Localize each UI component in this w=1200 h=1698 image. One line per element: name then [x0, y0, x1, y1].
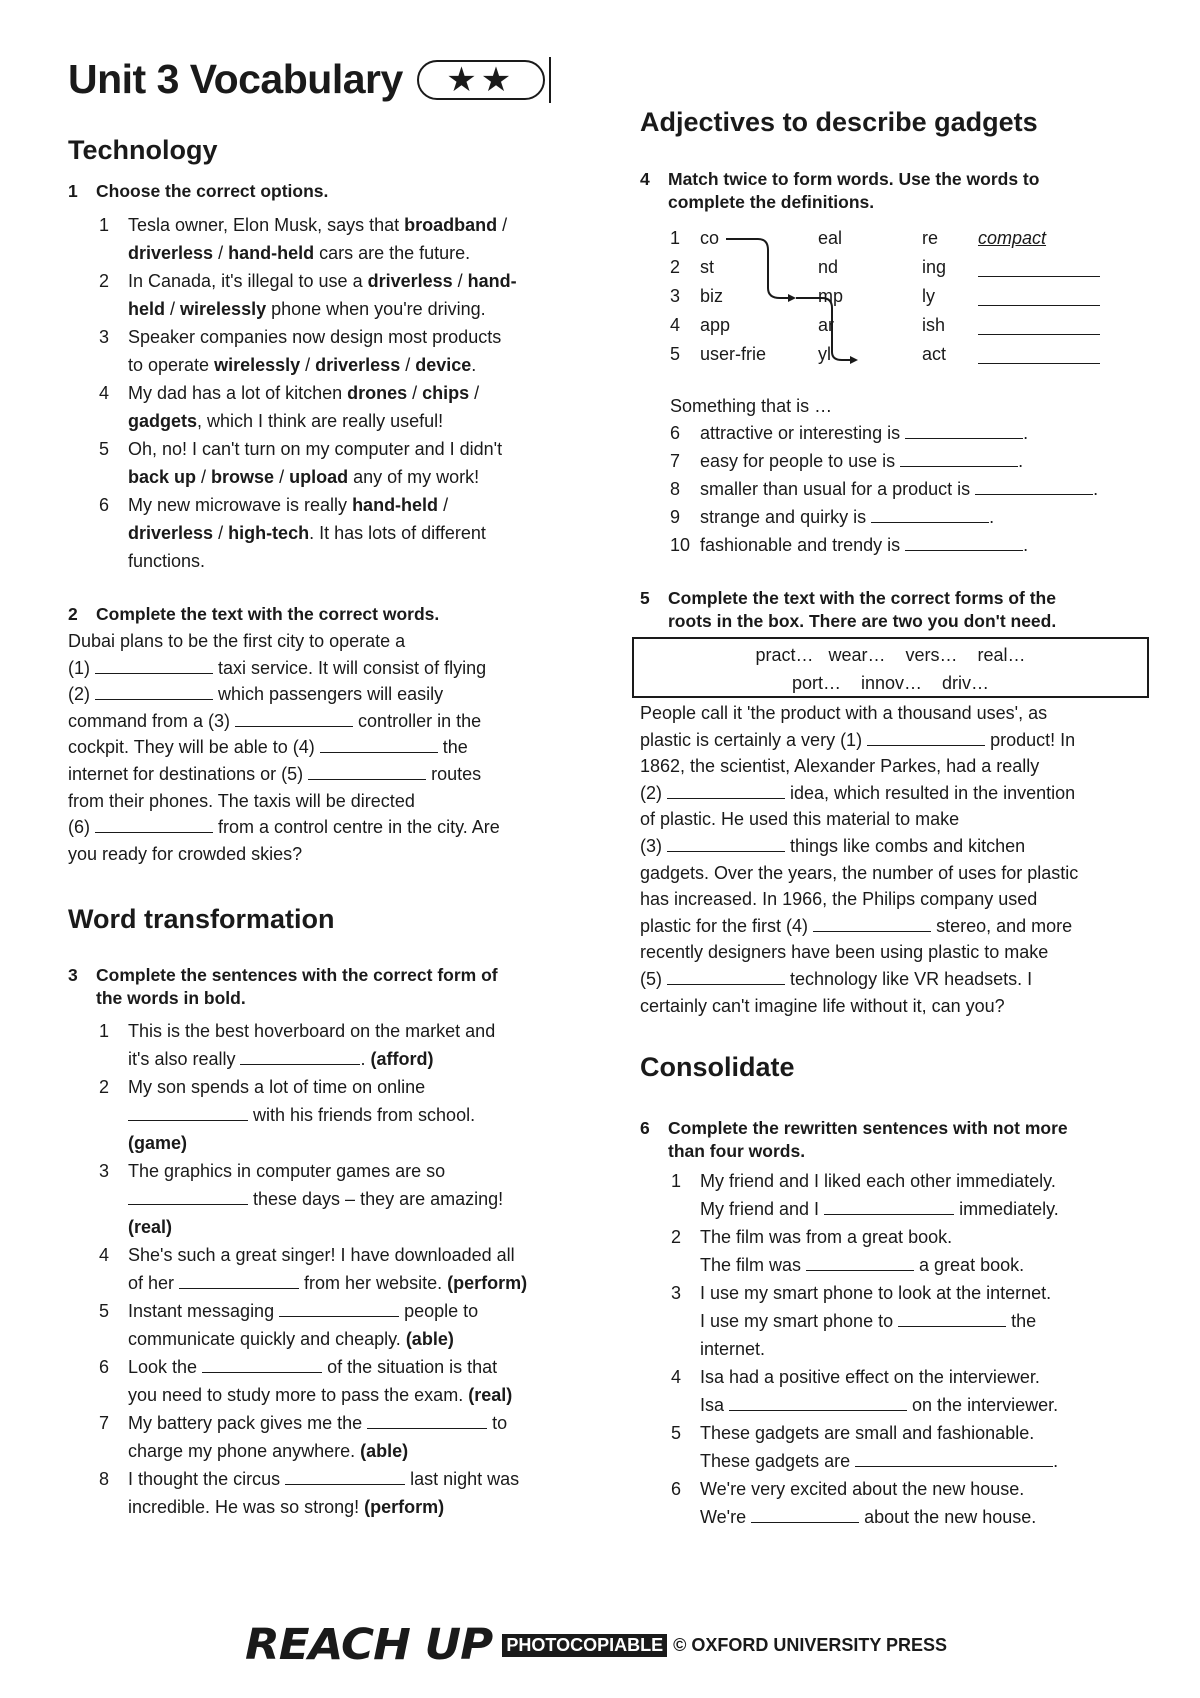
- text-line: My battery pack gives me the to: [128, 1413, 508, 1433]
- unit-title-text: Unit 3 Vocabulary: [68, 56, 403, 102]
- instruction-text: [668, 168, 1140, 214]
- exercise-3-item: [68, 1465, 603, 1521]
- bold-word: hand-held: [352, 495, 439, 515]
- item-number: 7: [670, 451, 681, 471]
- instruction-line: Match twice to form words. Use the words to: [668, 169, 1040, 189]
- text-line: with his friends from school.: [128, 1101, 603, 1129]
- bold-word: broadband: [404, 215, 498, 235]
- word-part-b: nd: [818, 257, 839, 277]
- answer-blank[interactable]: [285, 1467, 405, 1485]
- answer-blank[interactable]: [179, 1271, 299, 1289]
- bold-word: (perform): [364, 1497, 445, 1517]
- item-number: 6: [99, 1357, 110, 1377]
- definition-item: 9 strange and quirky is .: [640, 503, 1160, 531]
- footer: [245, 1620, 947, 1670]
- word-part-b: yl: [818, 344, 831, 364]
- exercise-3-item: [68, 1073, 603, 1157]
- bold-word: high-tech: [228, 523, 310, 543]
- instruction-line: than four words.: [668, 1141, 806, 1161]
- answer-blank[interactable]: [867, 728, 985, 746]
- text-line: 1862, the scientist, Alexander Parkes, had a really: [640, 756, 1040, 777]
- text-line: plastic for the first (4) stereo, and more: [640, 915, 1073, 936]
- photocopiable-label: PHOTOCOPIABLE: [502, 1634, 667, 1657]
- text-line: My son spends a lot of time on online: [128, 1077, 426, 1097]
- text-line: recently designers have been using plastic to make: [640, 942, 1049, 963]
- bold-word: browse: [211, 467, 275, 487]
- word-part-a: biz: [700, 286, 724, 306]
- bold-word: (able): [360, 1441, 409, 1461]
- item-number: 3: [99, 1161, 110, 1181]
- bold-word: (perform): [447, 1273, 528, 1293]
- text-line: We're very excited about the new house.: [700, 1479, 1025, 1499]
- match-answer-blank[interactable]: [978, 257, 1100, 277]
- instruction-text: Complete the text with the correct words.: [96, 604, 440, 624]
- bold-word: device: [415, 355, 472, 375]
- item-number: 8: [670, 479, 681, 499]
- definition-item: 10 fashionable and trendy is .: [640, 531, 1160, 559]
- section-heading-consolidate: Consolidate: [640, 1052, 795, 1082]
- text-line: I use my smart phone to the: [700, 1311, 1037, 1331]
- text-line: certainly can't imagine life without it, can you?: [640, 995, 1005, 1016]
- bold-word: driverless: [128, 523, 214, 543]
- text-line: People call it 'the product with a thousand uses', as: [640, 703, 1048, 723]
- answer-blank[interactable]: [95, 682, 213, 700]
- item-number: 1: [99, 215, 110, 235]
- text-line: (1) taxi service. It will consist of flying: [68, 657, 487, 678]
- exercise-6-item: [640, 1363, 1160, 1419]
- exercise-5-instruction: [640, 587, 1150, 633]
- match-answer-blank[interactable]: [978, 315, 1100, 335]
- exercise-6-item: [640, 1279, 1160, 1363]
- item-number: 2: [671, 1227, 682, 1247]
- word-roots-line-1: pract… wear… vers… real…: [755, 645, 1026, 665]
- exercise-3-item: [68, 1353, 603, 1409]
- text-line: (2) idea, which resulted in the invention: [640, 782, 1076, 803]
- exercise-1-item: [68, 211, 598, 267]
- section-heading-word-transformation: Word transformation: [68, 904, 335, 934]
- text-line: internet.: [700, 1339, 766, 1359]
- text-line: I use my smart phone to look at the internet.: [700, 1283, 1052, 1303]
- bold-word: driverless: [367, 271, 453, 291]
- text-line: My friend and I liked each other immediately.: [700, 1171, 1056, 1191]
- item-number: 9: [670, 507, 681, 527]
- text-line: (2) which passengers will easily: [68, 684, 444, 705]
- text-line: it's also really . (afford): [128, 1049, 434, 1069]
- text-line: held / wirelessly phone when you're driving.: [128, 299, 486, 319]
- word-part-c: ly: [922, 286, 935, 306]
- item-number: 2: [99, 271, 110, 291]
- text-line: In Canada, it's illegal to use a driverless / hand-: [128, 271, 517, 291]
- bold-word: drones: [347, 383, 408, 403]
- exercise-number: 2: [68, 604, 78, 624]
- exercise-1-items: [68, 211, 598, 575]
- exercise-1-instruction: [68, 180, 588, 203]
- exercise-number: 3: [68, 965, 78, 985]
- definition-text: easy for people to use is: [700, 451, 901, 471]
- instruction-line: Complete the text with the correct forms of the: [668, 588, 1056, 608]
- definitions-lead: Something that is …: [670, 396, 833, 416]
- word-roots-line-2: port… innov… driv…: [791, 673, 990, 693]
- text-line: These gadgets are .: [700, 1451, 1059, 1471]
- exercise-3-item: [68, 1297, 603, 1353]
- answer-blank[interactable]: [806, 1253, 914, 1271]
- word-part-c: ish: [922, 315, 946, 335]
- row-number: 3: [670, 286, 681, 306]
- exercise-4-instruction: [640, 168, 1140, 214]
- definition-text: smaller than usual for a product is: [700, 479, 976, 499]
- item-number: 1: [671, 1171, 682, 1191]
- bold-word: (real): [468, 1385, 513, 1405]
- text-line: charge my phone anywhere. (able): [128, 1441, 409, 1461]
- word-part-b: mp: [818, 286, 844, 306]
- section-heading-adjectives: Adjectives to describe gadgets: [640, 107, 1038, 137]
- exercise-6-item: [640, 1475, 1160, 1531]
- exercise-1-item: [68, 323, 598, 379]
- exercise-3-item: [68, 1241, 603, 1297]
- text-line: Instant messaging people to: [128, 1301, 479, 1321]
- answer-blank[interactable]: [905, 533, 1023, 551]
- definition-text: fashionable and trendy is: [700, 535, 906, 555]
- answer-blank[interactable]: [871, 505, 989, 523]
- item-number: 3: [671, 1283, 682, 1303]
- text-line: My friend and I immediately.: [700, 1199, 1059, 1219]
- text-line: [128, 1129, 603, 1157]
- text-line: We're about the new house.: [700, 1507, 1037, 1527]
- item-number: 6: [670, 423, 681, 443]
- word-part-b: eal: [818, 228, 843, 248]
- word-part-c: re: [922, 228, 939, 248]
- answer-blank[interactable]: [202, 1355, 322, 1373]
- text-line: [128, 1213, 603, 1241]
- bold-word: upload: [289, 467, 349, 487]
- text-line: (6) from a control centre in the city. Are: [68, 817, 500, 838]
- definition-text: attractive or interesting is: [700, 423, 906, 443]
- answer-blank[interactable]: [975, 477, 1093, 495]
- text-line: you ready for crowded skies?: [68, 843, 303, 864]
- item-number: 3: [99, 327, 110, 347]
- text-line: Speaker companies now design most products: [128, 327, 502, 347]
- instruction-line: roots in the box. There are two you don't need.: [668, 611, 1057, 631]
- text-line: My dad has a lot of kitchen drones / chips /: [128, 383, 480, 403]
- answer-blank[interactable]: [667, 781, 785, 799]
- exercise-6-item: [640, 1419, 1160, 1475]
- answer-blank[interactable]: [128, 1187, 248, 1205]
- answer-blank[interactable]: [235, 709, 353, 727]
- text-line: internet for destinations or (5) routes: [68, 763, 482, 784]
- instruction-text: Choose the correct options.: [96, 181, 329, 201]
- exercise-6-items: [640, 1167, 1160, 1531]
- instruction-line: the words in bold.: [96, 988, 246, 1008]
- item-number: 4: [99, 383, 110, 403]
- definition-item: 6 attractive or interesting is .: [640, 419, 1160, 447]
- answer-blank[interactable]: [320, 735, 438, 753]
- exercise-6-instruction: [640, 1117, 1150, 1163]
- text-line: Dubai plans to be the first city to operate a: [68, 631, 406, 651]
- text-line: Look the of the situation is that: [128, 1357, 498, 1377]
- answer-blank[interactable]: [667, 834, 785, 852]
- bold-word: hand-: [467, 271, 517, 291]
- text-line: you need to study more to pass the exam. (real): [128, 1385, 513, 1405]
- exercise-1-item: [68, 379, 598, 435]
- text-line: functions.: [128, 551, 206, 571]
- text-line: back up / browse / upload any of my work!: [128, 467, 480, 487]
- text-line: of her from her website. (perform): [128, 1273, 528, 1293]
- text-line: The graphics in computer games are so: [128, 1161, 446, 1181]
- word-part-c: act: [922, 344, 947, 364]
- bold-word: (real): [128, 1217, 173, 1237]
- answer-blank[interactable]: [95, 815, 213, 833]
- publisher-credit: © OXFORD UNIVERSITY PRESS: [673, 1634, 948, 1655]
- text-line: Oh, no! I can't turn on my computer and I didn't: [128, 439, 503, 459]
- text-line: communicate quickly and cheaply. (able): [128, 1329, 454, 1349]
- exercise-6-item: [640, 1223, 1160, 1279]
- text-line: to operate wirelessly / driverless / device.: [128, 355, 477, 375]
- exercise-3-item: [68, 1157, 603, 1241]
- instruction-line: complete the definitions.: [668, 192, 875, 212]
- exercise-number: 1: [68, 181, 78, 201]
- answer-blank[interactable]: [900, 449, 1018, 467]
- text-line: gadgets, which I think are really useful!: [128, 411, 444, 431]
- text-line: She's such a great singer! I have downloaded all: [128, 1245, 515, 1265]
- bold-word: driverless: [128, 243, 214, 263]
- answer-blank[interactable]: [95, 656, 213, 674]
- text-line: command from a (3) controller in the: [68, 710, 482, 731]
- answer-blank[interactable]: [308, 762, 426, 780]
- exercise-number: 5: [640, 588, 650, 608]
- word-roots-box: [632, 637, 1149, 698]
- row-number: 1: [670, 228, 681, 248]
- word-match-table: [670, 222, 1130, 368]
- bold-word: chips: [422, 383, 470, 403]
- bold-word: held: [128, 299, 166, 319]
- bold-word: (afford): [370, 1049, 434, 1069]
- text-line: cockpit. They will be able to (4) the: [68, 737, 468, 758]
- text-line: driverless / high-tech. It has lots of different: [128, 523, 486, 543]
- word-part-a: st: [700, 257, 715, 277]
- item-number: 10: [670, 535, 691, 555]
- answer-blank[interactable]: [128, 1103, 248, 1121]
- item-number: 5: [99, 1301, 110, 1321]
- definition-item: 7 easy for people to use is .: [640, 447, 1160, 475]
- bold-word: hand-held: [228, 243, 315, 263]
- bold-word: wirelessly: [180, 299, 267, 319]
- text-line: these days – they are amazing!: [128, 1185, 603, 1213]
- item-number: 4: [671, 1367, 682, 1387]
- row-number: 4: [670, 315, 681, 335]
- answer-blank[interactable]: [367, 1411, 487, 1429]
- title-divider: [549, 57, 551, 103]
- bold-word: (able): [405, 1329, 454, 1349]
- text-line: Tesla owner, Elon Musk, says that broadband /: [128, 215, 508, 235]
- exercise-3-item: [68, 1409, 603, 1465]
- answer-blank[interactable]: [898, 1309, 1006, 1327]
- word-part-b: ar: [818, 315, 835, 335]
- exercise-5-text: [640, 700, 1160, 1019]
- bold-word: back up: [128, 467, 197, 487]
- text-line: has increased. In 1966, the Philips company used: [640, 889, 1038, 910]
- text-line: My new microwave is really hand-held /: [128, 495, 449, 515]
- instruction-line: Complete the rewritten sentences with not more: [668, 1118, 1068, 1138]
- text-line: incredible. He was so strong! (perform): [128, 1497, 445, 1517]
- text-line: The film was from a great book.: [700, 1227, 953, 1247]
- bold-word: (game): [128, 1133, 188, 1153]
- item-number: 5: [99, 439, 110, 459]
- text-line: Isa on the interviewer.: [700, 1395, 1059, 1415]
- text-line: Isa had a positive effect on the interviewer.: [700, 1367, 1040, 1387]
- word-part-a: co: [700, 228, 720, 248]
- bold-word: gadgets: [128, 411, 198, 431]
- instruction-text: [96, 964, 598, 1010]
- answer-blank[interactable]: [905, 421, 1023, 439]
- text-line: These gadgets are small and fashionable.: [700, 1423, 1035, 1443]
- instruction-text: [668, 1117, 1150, 1163]
- text-line: gadgets. Over the years, the number of uses for plastic: [640, 862, 1079, 883]
- row-number: 2: [670, 257, 681, 277]
- exercise-1-item: [68, 491, 598, 575]
- item-number: 2: [99, 1077, 110, 1097]
- exercise-6-item: [640, 1167, 1160, 1223]
- bold-word: driverless: [315, 355, 401, 375]
- difficulty-stars-icon: ★★: [417, 60, 545, 100]
- exercise-1-item: [68, 267, 598, 323]
- word-part-c: ing: [922, 257, 947, 277]
- text-line: (5) technology like VR headsets. I: [640, 968, 1033, 989]
- text-line: This is the best hoverboard on the market and: [128, 1021, 496, 1041]
- answer-blank[interactable]: [729, 1393, 907, 1411]
- item-number: 5: [671, 1423, 682, 1443]
- text-line: plastic is certainly a very (1) product! In: [640, 729, 1076, 750]
- page-title: [68, 56, 551, 103]
- text-line: I thought the circus last night was: [128, 1469, 520, 1489]
- word-part-a: app: [700, 315, 731, 335]
- answer-blank[interactable]: [667, 967, 785, 985]
- answer-blank[interactable]: [751, 1505, 859, 1523]
- definition-item: 8 smaller than usual for a product is .: [640, 475, 1160, 503]
- item-number: 6: [671, 1479, 682, 1499]
- exercise-3-item: [68, 1017, 603, 1073]
- exercise-3-instruction: [68, 964, 598, 1010]
- exercise-2-text: [68, 628, 598, 867]
- exercise-2-instruction: [68, 603, 588, 626]
- answer-blank[interactable]: [240, 1047, 360, 1065]
- item-number: 8: [99, 1469, 110, 1489]
- exercise-3-items: [68, 1017, 603, 1521]
- answer-blank[interactable]: [813, 914, 931, 932]
- exercise-1-item: [68, 435, 598, 491]
- definitions-list: [640, 419, 1160, 559]
- exercise-number: 4: [640, 169, 650, 189]
- item-number: 4: [99, 1245, 110, 1265]
- match-answer-blank[interactable]: [978, 344, 1100, 364]
- text-line: driverless / hand-held cars are the future.: [128, 243, 471, 263]
- reach-up-logo: REACH UP: [245, 1620, 493, 1670]
- match-answer: compact: [978, 228, 1047, 248]
- answer-blank[interactable]: [824, 1197, 954, 1215]
- match-answer-blank[interactable]: [978, 286, 1100, 306]
- bold-word: wirelessly: [214, 355, 301, 375]
- item-number: 6: [99, 495, 110, 515]
- instruction-text: [668, 587, 1150, 633]
- answer-blank[interactable]: [855, 1449, 1053, 1467]
- answer-blank[interactable]: [279, 1299, 399, 1317]
- text-line: The film was a great book.: [700, 1255, 1025, 1275]
- item-number: 1: [99, 1021, 110, 1041]
- row-number: 5: [670, 344, 681, 364]
- text-line: of plastic. He used this material to make: [640, 809, 960, 830]
- instruction-line: Complete the sentences with the correct form of: [96, 965, 498, 985]
- exercise-number: 6: [640, 1118, 650, 1138]
- text-line: from their phones. The taxis will be directed: [68, 790, 415, 811]
- text-line: (3) things like combs and kitchen: [640, 835, 1026, 856]
- definition-text: strange and quirky is: [700, 507, 872, 527]
- section-heading-technology: Technology: [68, 135, 218, 165]
- word-part-a: user-frie: [700, 344, 767, 364]
- item-number: 7: [99, 1413, 110, 1433]
